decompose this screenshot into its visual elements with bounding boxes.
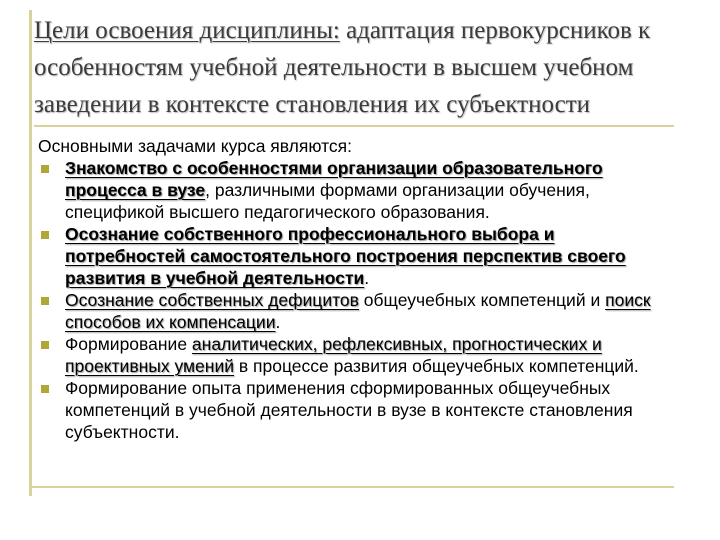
left-accent-rule — [29, 10, 32, 496]
intro-text: Основными задачами курса являются: — [38, 136, 352, 156]
task-5-text: Формирование опыта применения сформированных общеучебных компетенций в учебной деятельности в вузе в контексте становления субъектности. — [65, 378, 633, 442]
list-item — [38, 333, 668, 377]
task-3-lead: Осознание собственных дефицитов — [65, 290, 359, 310]
list-item — [38, 223, 668, 289]
task-4-pre: Формирование — [65, 334, 192, 354]
square-bullet-icon — [41, 341, 49, 349]
square-bullet-icon — [41, 385, 49, 393]
task-2-rest: . — [364, 268, 370, 288]
task-4-lead: аналитических, рефлексивных, прогностических и проективных умений — [65, 334, 602, 376]
list-item — [38, 157, 668, 223]
list-item — [38, 377, 668, 443]
bottom-divider — [32, 486, 674, 488]
title-text: адаптация первокурсников к особенностям учебной деятельности в высшем учебном заведении в контексте становления их субъектности — [34, 17, 651, 118]
task-4-rest: в процессе развития общеучебных компетенций. — [234, 356, 639, 376]
slide-body — [38, 135, 668, 443]
task-2-lead: Осознание собственного профессионального выбора и потребностей самостоятельного построения перспектив своего развития в учебной деятельности — [65, 224, 626, 288]
task-list — [38, 157, 668, 443]
list-item — [38, 289, 668, 333]
title-label: Цели освоения дисциплины: — [34, 17, 340, 44]
task-3-rest: . — [275, 312, 281, 332]
square-bullet-icon — [41, 165, 49, 173]
task-3-mid: общеучебных компетенций и — [358, 290, 606, 310]
square-bullet-icon — [41, 231, 49, 239]
task-1-rest: , различными формами организации обучения, спецификой высшего педагогического образования. — [65, 180, 590, 222]
title-divider — [34, 125, 674, 127]
square-bullet-icon — [41, 297, 49, 305]
task-1-lead: Знакомство с особенностями организации образовательного процесса в вузе — [65, 158, 603, 200]
task-3-lead2: поиск способов их компенсации — [65, 290, 651, 332]
slide-title — [34, 12, 718, 123]
